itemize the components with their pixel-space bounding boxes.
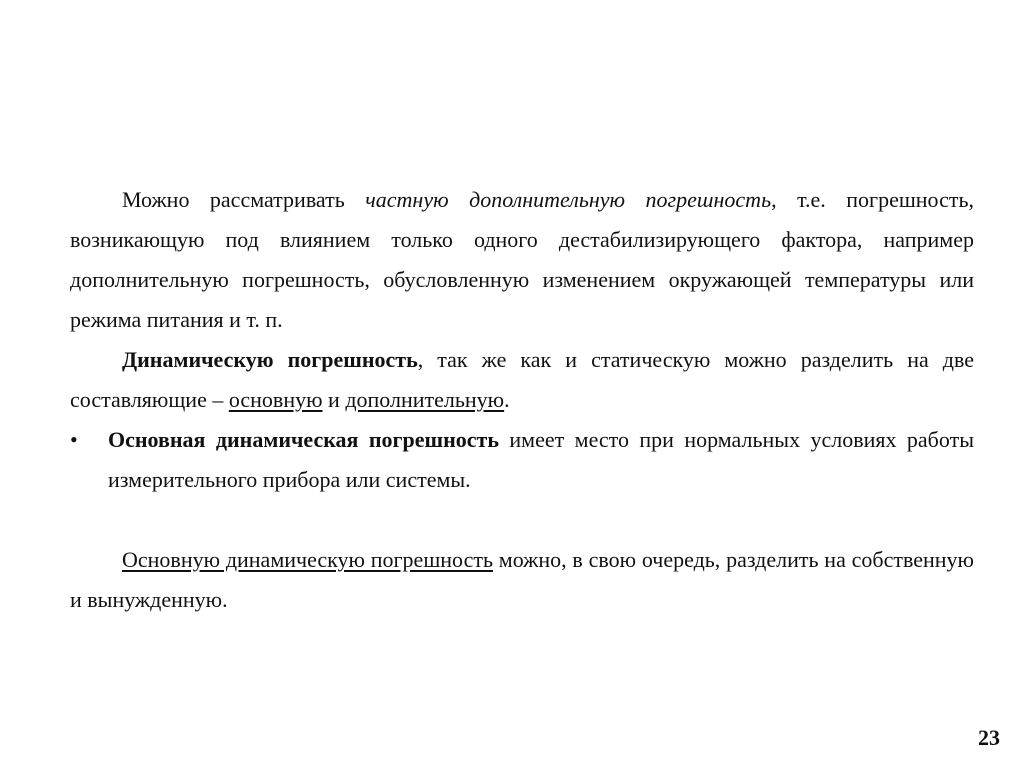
paragraph-main-dynamic-error-split: [70, 540, 974, 620]
bullet-icon: •: [70, 427, 78, 452]
p2-text-1: , так же как и статическую можно разделить на две составляющие –: [70, 347, 975, 412]
paragraph-dynamic-error: [70, 340, 974, 420]
page-number: 23: [978, 725, 1000, 750]
p1-text-start: Можно рассматривать: [122, 187, 366, 212]
p1-italic-term: частную дополнительную погрешность: [365, 187, 772, 212]
p2-bold-term: Динамическую погрешность: [122, 347, 418, 372]
p3-text: можно, в свою очередь, разделить на собственную и вынужденную.: [70, 547, 974, 612]
paragraph-private-additional-error: [70, 180, 974, 340]
paragraph-spacer: [70, 500, 974, 540]
p2-text-2: и: [322, 387, 346, 412]
p3-underlined-term: Основную динамическую погрешность: [122, 547, 493, 572]
p2-text-3: .: [504, 387, 510, 412]
p2-underlined-main: основную: [228, 387, 323, 412]
bullet-bold-term: Основная динамическая погрешность: [108, 427, 499, 452]
p1-text-end: , т.е. погрешность, возникающую под влиянием только одного дестабилизирующего фактора, например дополнительную погрешность, обусловленную изменением окружающей температуры или режима питания и т. п.: [70, 187, 975, 332]
p2-underlined-additional: дополнительную: [345, 387, 505, 412]
bullet-text: имеет место при нормальных условиях работы измерительного прибора или системы.: [108, 427, 974, 492]
slide-text: [70, 180, 974, 620]
bullet-main-dynamic-error: [70, 420, 974, 500]
